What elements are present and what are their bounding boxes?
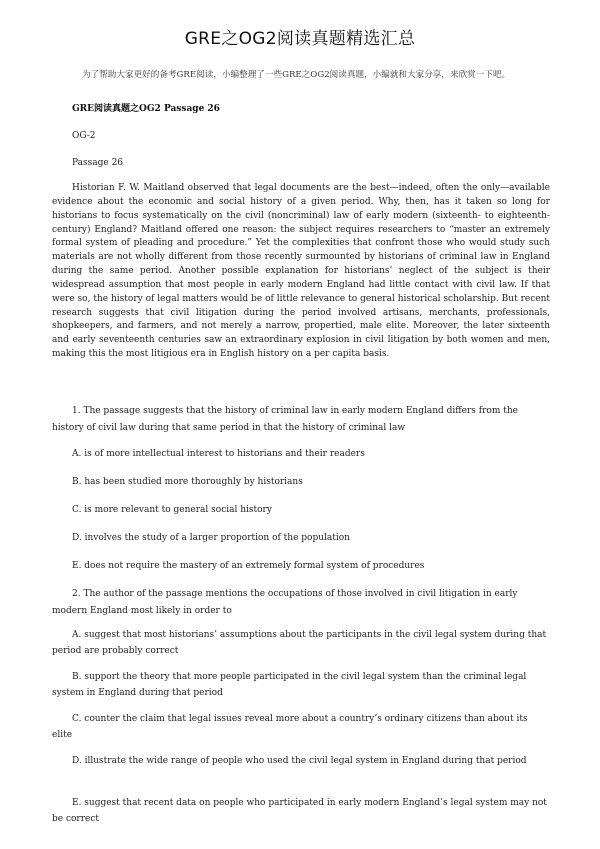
question-2-option-c[interactable]: C. counter the claim that legal issues reveal more about a country’s ordinary citizens than about its elite <box>52 714 528 740</box>
question-1-option-e[interactable]: E. does not require the mastery of an extremely formal system of procedures <box>72 561 425 571</box>
question-1-option-d[interactable]: D. involves the study of a larger proportion of the population <box>72 533 350 543</box>
question-1-option-b[interactable]: B. has been studied more thoroughly by historians <box>72 477 303 487</box>
question-2-option-e[interactable]: E. suggest that recent data on people who participated in early modern England’s legal system may not be correct <box>52 798 547 824</box>
intro-paragraph: 为了帮助大家更好的备考GRE阅读，小编整理了一些GRE之OG2阅读真题，小编就和大家分享，来欣赏一下吧。 <box>82 70 511 80</box>
question-2-option-a[interactable]: A. suggest that most historians’ assumptions about the participants in the civil legal system during that period are probably correct <box>52 630 547 656</box>
question-2-option-b[interactable]: B. support the theory that more people participated in the civil legal system than the criminal legal system in England during that period <box>52 672 527 698</box>
question-1-option-c[interactable]: C. is more relevant to general social history <box>72 505 272 515</box>
passage-text: Historian F. W. Maitland observed that legal documents are the best—indeed, often the only—available evidence about the economic and social history of a given period. Why, then, has it taken so long for historians to focus systematically on the civil (noncriminal) law of early modern (sixteenth- to eighteenth-century) England? Maitland offered one reason: the subject requires researchers to “master an extremely formal system of pleading and procedure.” Yet the complexities that confront those who would study such materials are not wholly different from those recently surmounted by historians of criminal law in England during the same period. Another possible explanation for historians’ neglect of the subject is their widespread assumption that most people in early modern England had little contact with civil law. If that were so, the history of legal matters would be of little relevance to general historical scholarship. But recent research suggests that civil litigation during the period involved artisans, merchants, professionals, shopkeepers, and farmers, and not merely a narrow, propertied, male elite. Moreover, the later sixteenth and early seventeenth centuries saw an extraordinary explosion in civil litigation by both women and men, making this the most litigious era in English history on a per capita basis. <box>52 183 550 360</box>
source-label: OG-2 <box>72 131 96 141</box>
document-title: GRE之OG2阅读真题精选汇总 <box>184 29 416 49</box>
question-1-stem: 1. The passage suggests that the history of criminal law in early modern England differs from the history of civil law during that same period in that the history of criminal law <box>52 406 518 433</box>
passage-label: Passage 26 <box>72 158 124 168</box>
section-heading: GRE阅读真题之OG2 Passage 26 <box>72 104 220 114</box>
question-1-option-a[interactable]: A. is of more intellectual interest to historians and their readers <box>72 449 365 459</box>
question-2-option-d[interactable]: D. illustrate the wide range of people who used the civil legal system in England during that period <box>72 756 527 766</box>
question-2-stem: 2. The author of the passage mentions the occupations of those involved in civil litigation in early modern England most likely in order to <box>52 589 518 616</box>
